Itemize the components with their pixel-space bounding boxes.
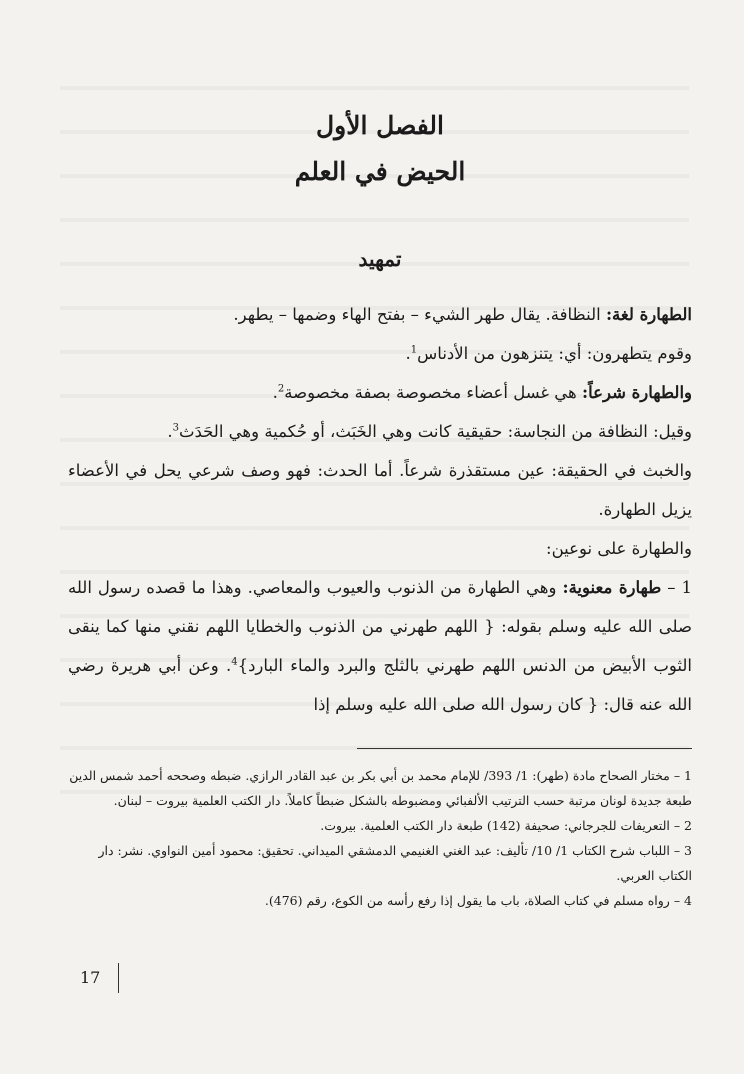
list-number: 1 – — [661, 578, 692, 597]
body-text — [68, 295, 692, 724]
page-number: 17 — [80, 968, 101, 987]
paragraph-alternative-definition — [68, 412, 692, 451]
paragraph-end: . — [272, 383, 278, 402]
page-content — [68, 95, 692, 913]
term-linguistic: الطهارة لغة: — [605, 305, 692, 324]
paragraph-linguistic-definition — [68, 295, 692, 334]
paragraph-text: النظافة. يقال طهر الشيء – بفتح الهاء وضمها – يطهر. — [233, 305, 606, 324]
paragraph-text: هي غسل أعضاء مخصوصة بصفة مخصوصة — [284, 383, 582, 402]
paragraph-legal-definition — [68, 373, 692, 412]
footnote-ref: 1 — [410, 344, 418, 356]
term-spiritual: طهارة معنوية: — [562, 578, 662, 597]
page-number-divider — [118, 963, 119, 993]
paragraph-impurity: والخبث في الحقيقة: عين مستقذرة شرعاً. أما الحدث: فهو وصف شرعي يحل في الأعضاء يزيل الطهارة. — [68, 461, 692, 519]
paragraph-text: وقيل: النظافة من النجاسة: حقيقية كانت وهي الخَبَث، أو حُكمية وهي الحَدَث — [178, 422, 692, 441]
paragraph-types-intro: والطهارة على نوعين: — [546, 539, 692, 558]
chapter-heading: الفصل الأول — [316, 111, 444, 140]
paragraph-end: . وعن أبي هريرة رضي الله عنه قال: { كان رسول الله صلى الله عليه وسلم إذا — [68, 656, 692, 714]
chapter-title: الحيض في العلم — [294, 157, 466, 186]
footnote-4: 4 – رواه مسلم في كتاب الصلاة، باب ما يقول إذا رفع رأسه من الكوع، رقم (476). — [264, 893, 692, 908]
paragraph-text: وهي الطهارة من الذنوب والعيوب والمعاصي. وهذا ما قصده رسول الله صلى الله عليه وسلم بقوله: { اللهم طهرني من الذنوب والخطايا اللهم نقني منها كما ينقى الثوب الأبيض من الدنس اللهم طهرني بالثلج والبرد والماء البارد} — [68, 578, 692, 675]
paragraph-spiritual-purity — [68, 568, 692, 724]
paragraph-example — [68, 334, 692, 373]
footnote-separator — [357, 748, 692, 749]
term-legal: والطهارة شرعاً: — [582, 383, 692, 402]
paragraph-text: وقوم يتطهرون: أي: يتنزهون من الأدناس — [417, 344, 692, 363]
footnote-ref: 4 — [231, 656, 238, 668]
footnote-1: 1 – مختار الصحاح مادة (طهر): 1/ 393/ للإمام محمد بن أبي بكر بن عبد القادر الرازي. ضبطه وصححه أحمد شمس الدين طبعة جديدة لونان مرتبة حسب الترتيب الألفبائي ومضبوطه بالشكل ضبطاً كاملاً. دار الكتب العلمية بيروت – لبنان. — [69, 768, 692, 808]
footnote-ref: 2 — [277, 383, 285, 395]
section-heading: تمهيد — [358, 247, 402, 271]
footnote-3: 3 – اللباب شرح الكتاب 1/ 10/ تأليف: عبد الغني الغنيمي الدمشقي الميداني. تحقيق: محمود أمين النواوي. نشر: دار الكتاب العربي. — [98, 843, 692, 883]
footnotes — [68, 763, 692, 913]
paragraph-end: . — [167, 422, 173, 441]
paragraph-end: . — [405, 344, 411, 363]
footnote-2: 2 – التعريفات للجرجاني: صحيفة (142) طبعة دار الكتب العلمية. بيروت. — [320, 818, 692, 833]
footnote-ref: 3 — [172, 422, 179, 434]
